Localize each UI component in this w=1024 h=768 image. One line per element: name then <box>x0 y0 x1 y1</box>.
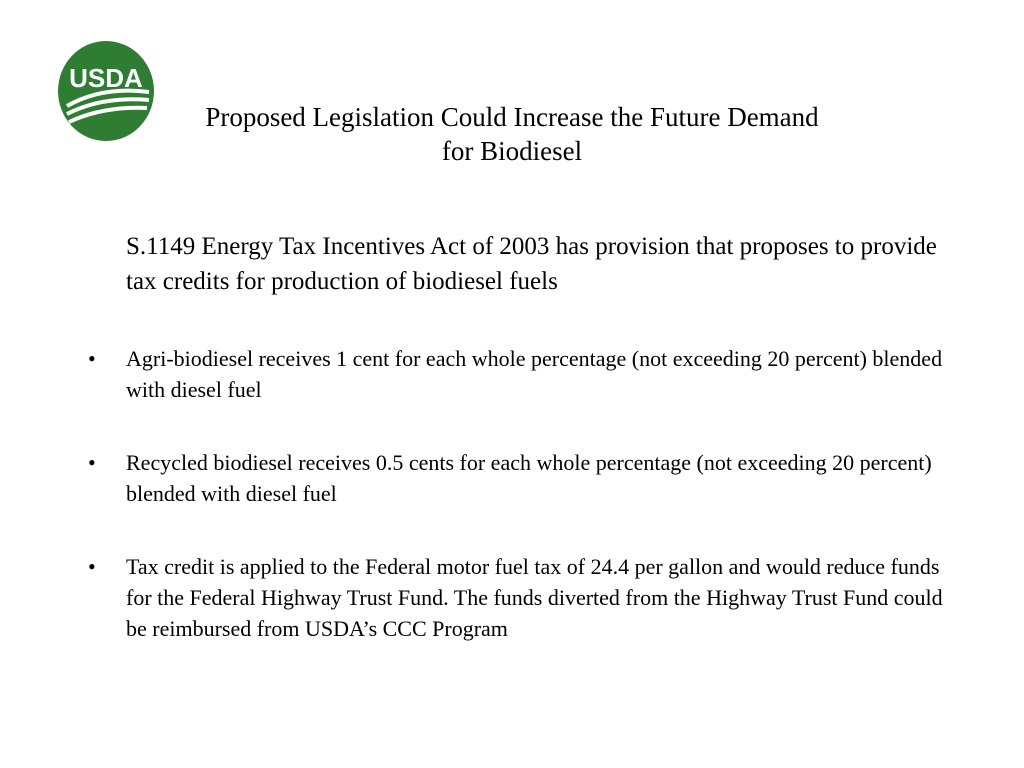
bullet-marker: • <box>88 346 96 371</box>
logo-text: USDA <box>69 63 143 93</box>
slide-title <box>150 100 874 168</box>
usda-logo <box>57 40 155 142</box>
bullet-list <box>0 343 1024 644</box>
bullet-item <box>0 343 946 405</box>
bullet-text: Recycled biodiesel receives 0.5 cents for each whole percentage (not exceeding 20 percent) blended with diesel fuel <box>126 450 932 506</box>
slide-title-line-1: Proposed Legislation Could Increase the Future Demand <box>205 102 819 132</box>
slide-title-line-2: for Biodiesel <box>441 136 583 166</box>
bullet-item <box>0 551 946 644</box>
intro-paragraph: S.1149 Energy Tax Incentives Act of 2003 has provision that proposes to provide tax credits for production of biodiesel fuels <box>126 233 937 295</box>
bullet-marker: • <box>88 554 96 579</box>
bullet-marker: • <box>88 450 96 475</box>
bullet-item <box>0 447 946 509</box>
bullet-text: Tax credit is applied to the Federal motor fuel tax of 24.4 per gallon and would reduce funds for the Federal Highway Trust Fund. The funds diverted from the Highway Trust Fund could be reimbursed from USDA’s CCC Program <box>126 554 943 641</box>
bullet-text: Agri-biodiesel receives 1 cent for each whole percentage (not exceeding 20 percent) blended with diesel fuel <box>126 346 943 402</box>
